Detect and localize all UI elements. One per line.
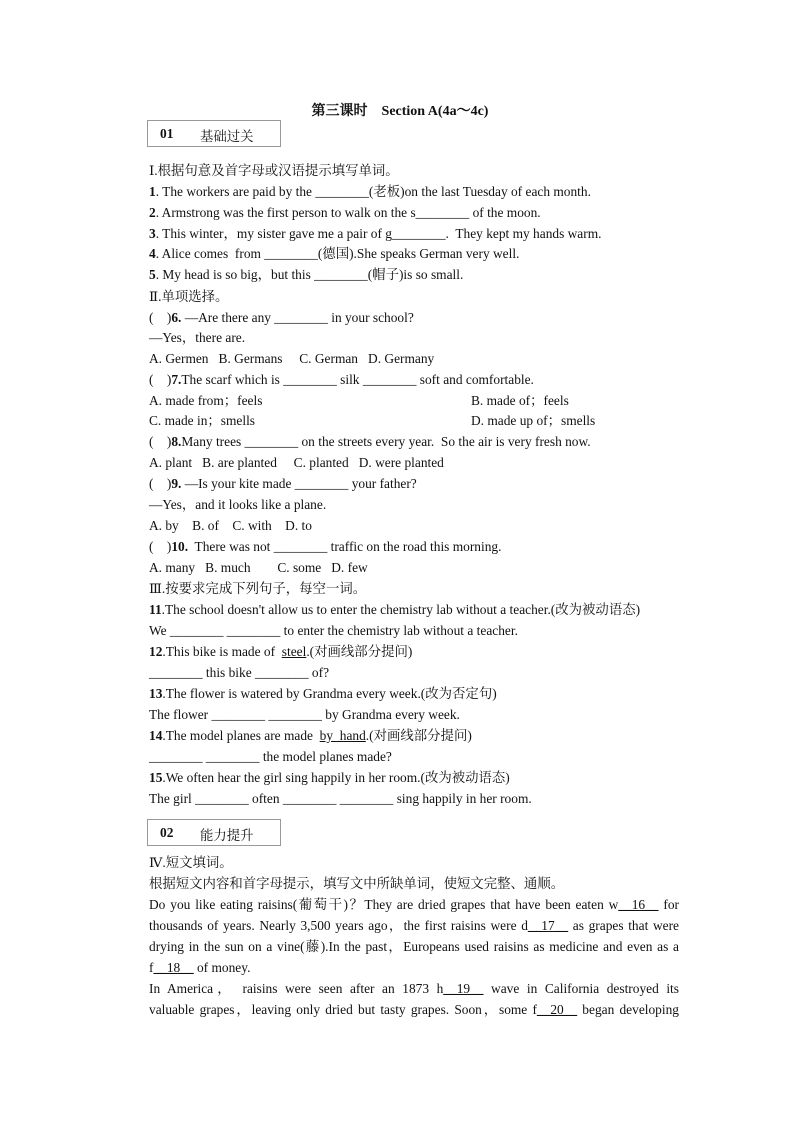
answer-bracket: ( ) xyxy=(149,310,172,325)
question-2 xyxy=(149,204,541,222)
passage-line xyxy=(149,915,679,936)
question-text: Many trees ________ on the streets every year. So the air is very fresh now. xyxy=(181,434,591,449)
question-9 xyxy=(149,475,417,493)
question-text: —Are there any ________ in your school? xyxy=(181,310,414,325)
underlined-word: steel xyxy=(281,644,307,659)
page-title: 第三课时 Section A(4a～4c) xyxy=(311,104,489,119)
blank-19: __19__ xyxy=(443,981,484,996)
question-6-response: —Yes，there are. xyxy=(149,330,246,345)
question-number: 3 xyxy=(149,226,156,241)
question-text: The scarf which is ________ silk ________ soft and comfortable. xyxy=(181,372,534,387)
question-1 xyxy=(149,183,591,201)
blank-18: __18__ xyxy=(153,960,194,975)
question-text: —Is your kite made ________ your father? xyxy=(181,476,417,491)
question-number: 11 xyxy=(149,602,162,617)
question-7 xyxy=(149,371,534,389)
passage-text: wave in California destroyed its xyxy=(483,981,679,996)
question-number: 8. xyxy=(171,434,182,449)
passage-instruction: 根据短文内容和首字母提示，填写文中所缺单词，使短文完整、通顺。 xyxy=(149,876,565,891)
question-3 xyxy=(149,225,601,243)
question-number: 14 xyxy=(149,728,163,743)
question-text: .We often hear the girl sing happily in her room.(改为被动语态) xyxy=(162,770,510,785)
heading-part-1: Ⅰ.根据句意及首字母或汉语提示填写单词。 xyxy=(149,163,399,178)
passage-line xyxy=(149,957,679,978)
passage-line xyxy=(149,978,679,999)
answer-bracket: ( ) xyxy=(149,476,172,491)
section-number: 02 xyxy=(160,825,174,840)
question-text: . The workers are paid by the ________(老板)on the last Tuesday of each month. xyxy=(155,184,591,199)
question-instruction: .(对画线部分提问) xyxy=(365,728,472,743)
answer-bracket: ( ) xyxy=(149,434,172,449)
question-number: 13 xyxy=(149,686,163,701)
passage-text: began developing xyxy=(577,1002,679,1017)
answer-bracket: ( ) xyxy=(149,539,172,554)
question-number: 2 xyxy=(149,205,156,220)
question-number: 7. xyxy=(171,372,182,387)
question-text: There was not ________ traffic on the road this morning. xyxy=(188,539,502,554)
question-8-options: A. plant B. are planted C. planted D. were planted xyxy=(149,455,444,470)
blank-20: __20__ xyxy=(536,1002,578,1017)
passage-text: of money. xyxy=(193,960,251,975)
option-d: D. made up of；smells xyxy=(471,413,596,428)
passage-line xyxy=(149,999,679,1020)
question-12 xyxy=(149,643,412,661)
question-text: . This winter，my sister gave me a pair of g________. They kept my hands warm. xyxy=(155,226,602,241)
option-a: A. made from；feels xyxy=(149,393,263,408)
passage-text: valuable grapes，leaving only dried but tasty grapes. Soon，some f xyxy=(149,1002,537,1017)
answer-bracket: ( ) xyxy=(149,372,172,387)
question-14-answer-line: ________ ________ the model planes made? xyxy=(149,749,392,764)
question-13 xyxy=(149,685,497,703)
question-text: . Armstrong was the first person to walk on the s________ of the moon. xyxy=(155,205,541,220)
question-number: 15 xyxy=(149,770,163,785)
question-number: 10. xyxy=(171,539,189,554)
question-15 xyxy=(149,769,510,787)
question-14 xyxy=(149,727,472,745)
passage-text: Do you like eating raisins(葡萄干)？They are dried grapes that have been eaten w xyxy=(149,897,619,912)
question-number: 1 xyxy=(149,184,156,199)
question-15-answer-line: The girl ________ often ________ ________ sing happily in her room. xyxy=(149,791,532,806)
question-instruction: .(对画线部分提问) xyxy=(306,644,413,659)
question-10-options: A. many B. much C. some D. few xyxy=(149,560,368,575)
option-b: B. made of；feels xyxy=(471,393,569,408)
question-text: .The flower is watered by Grandma every week.(改为否定句) xyxy=(162,686,497,701)
section-box-basic xyxy=(147,120,281,147)
question-text: . Alice comes from ________(德国).She speaks German very well. xyxy=(155,246,520,261)
section-label: 基础过关 xyxy=(200,129,254,144)
blank-17: __17__ xyxy=(527,918,569,933)
passage-text: as grapes that were xyxy=(568,918,679,933)
option-c: C. made in；smells xyxy=(149,413,256,428)
question-4 xyxy=(149,245,519,263)
question-number: 4 xyxy=(149,246,156,261)
heading-part-4: Ⅳ.短文填词。 xyxy=(149,855,233,870)
blank-16: __16__ xyxy=(618,897,659,912)
question-6 xyxy=(149,309,414,327)
question-number: 9. xyxy=(171,476,182,491)
passage-line xyxy=(149,894,679,915)
passage-text: thousands of years. Nearly 3,500 years ago，the first raisins were d xyxy=(149,918,528,933)
question-6-options: A. Germen B. Germans C. German D. Germany xyxy=(149,351,435,366)
question-12-answer-line: ________ this bike ________ of? xyxy=(149,665,330,680)
question-8 xyxy=(149,433,591,451)
heading-part-2: Ⅱ.单项选择。 xyxy=(149,289,229,304)
question-text: .The school doesn't allow us to enter the chemistry lab without a teacher.(改为被动语态) xyxy=(161,602,641,617)
passage-text: In America， raisins were seen after an 1873 h xyxy=(149,981,444,996)
question-number: 5 xyxy=(149,267,156,282)
question-text: . My head is so big，but this ________(帽子)is so small. xyxy=(155,267,464,282)
question-13-answer-line: The flower ________ ________ by Grandma every week. xyxy=(149,707,460,722)
question-9-options: A. by B. of C. with D. to xyxy=(149,518,312,533)
underlined-word: by hand xyxy=(319,728,366,743)
question-number: 6. xyxy=(171,310,182,325)
section-label: 能力提升 xyxy=(200,828,254,843)
passage-line: drying in the sun on a vine(藤).In the past，Europeans used raisins as medicine and even as a xyxy=(149,939,679,954)
question-10 xyxy=(149,538,501,556)
question-5 xyxy=(149,266,463,284)
passage-text: for xyxy=(658,897,679,912)
section-box-advanced xyxy=(147,819,281,846)
passage-text: f xyxy=(149,960,154,975)
question-text: .This bike is made of xyxy=(162,644,282,659)
question-text: .The model planes are made xyxy=(162,728,320,743)
question-7-options-row-2 xyxy=(149,412,596,430)
heading-part-3: Ⅲ.按要求完成下列句子，每空一词。 xyxy=(149,581,367,596)
question-9-response: —Yes，and it looks like a plane. xyxy=(149,497,327,512)
question-7-options-row-1 xyxy=(149,392,569,410)
question-11-answer-line: We ________ ________ to enter the chemistry lab without a teacher. xyxy=(149,623,518,638)
section-number: 01 xyxy=(160,126,174,141)
question-number: 12 xyxy=(149,644,163,659)
question-11 xyxy=(149,601,640,619)
